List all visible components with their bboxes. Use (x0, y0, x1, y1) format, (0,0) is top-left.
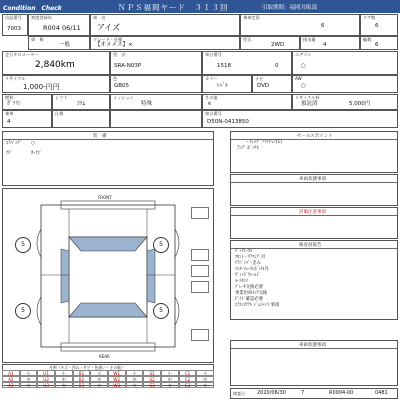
type-value: 2WD (271, 42, 285, 48)
price-label: リサイクル (5, 76, 26, 81)
legend-cell: W3 (108, 382, 126, 388)
state-line (231, 348, 397, 349)
recycle-cell (292, 94, 398, 110)
color-value: GB05 (114, 83, 130, 89)
color-label: 色 (113, 76, 118, 81)
ident-value: D50N-0413850 (207, 119, 249, 125)
cc-value: 4 (323, 42, 327, 48)
mileage-value: 2,840km (35, 60, 75, 70)
seats-value: 6 (321, 23, 325, 29)
equipment-item-1-key: ｴｱﾊﾞｯｸﾞ (6, 141, 22, 146)
type-cell (240, 36, 300, 50)
sales-point-2: ｱﾝﾌﾟ ﾎﾞｯｸｽ (237, 146, 259, 151)
shift-label: シフト (55, 95, 68, 100)
lot-label: 出品番号 (5, 15, 22, 20)
color-cell (110, 75, 202, 93)
seat-value: 4 (7, 119, 11, 125)
k-cell (52, 110, 110, 128)
legend-cell: C3 (179, 382, 197, 388)
wheel-front-right: 5 (153, 237, 169, 253)
doors-value: 6 (375, 23, 379, 29)
seats-cell (240, 14, 360, 36)
side-box-3 (191, 265, 209, 277)
code-label: カラー (205, 76, 218, 81)
legend-cell: B2 (73, 376, 91, 382)
legend-cell: U3 (37, 382, 55, 388)
footer-date: 2020/06/30 (257, 390, 286, 396)
name-value: アイズ (97, 23, 121, 32)
legend-cell: 小 (196, 370, 214, 376)
inspector-note-6: ﾙｰﾌｾﾝｿ (235, 279, 248, 284)
equipment-item-1-val: ○ (31, 141, 35, 146)
name-cell (90, 14, 240, 36)
legend-cell: 小 (55, 370, 73, 376)
header-bar (0, 0, 400, 13)
equipment-panel (2, 131, 214, 186)
reg-cell (28, 14, 90, 36)
footer-label: 検査日 (233, 391, 245, 396)
grade-cell (90, 36, 240, 50)
ident-label: 車台番号 (205, 111, 222, 116)
legend-cell: 大 (126, 382, 144, 388)
warning-title: 評価注意事項 (299, 210, 326, 215)
legend-cell: 中 (55, 376, 73, 382)
equipment-item-2-val: ｶｰﾅﾋﾞ (31, 151, 43, 156)
shaken-cell (28, 36, 90, 50)
footer-num: 7 (301, 390, 305, 396)
equipment-item-2-key: ﾅﾋﾞ (6, 151, 13, 156)
legend-cell: 小 (20, 370, 38, 376)
chassis-label: 車台番号 (205, 52, 222, 57)
wheel-rear-left: 5 (15, 303, 31, 319)
legend-cell: S1 (143, 370, 161, 376)
doors-cell (360, 14, 398, 36)
car-outline-diagram (3, 189, 215, 364)
chassis-value: 1518 (217, 63, 231, 69)
legend-title: 凡例（キズ・凹み・サビ・色違い・その他） (49, 365, 125, 370)
aw-cell (292, 75, 398, 93)
lot-value: 7003 (7, 26, 21, 32)
blank-cell (110, 110, 202, 128)
state-title: 車両状態事項 (299, 343, 326, 348)
inspector-note-1: ﾊﾞｯｸﾚｰﾈﾙ (235, 249, 253, 254)
side-box-2 (191, 249, 209, 261)
ident-cell (202, 110, 398, 128)
ac-value: ○ (301, 63, 306, 69)
chassis-cell (202, 51, 292, 75)
legend-cell: 中 (20, 376, 38, 382)
legend-cell: A1 (2, 370, 20, 376)
legend-cell: A2 (2, 376, 20, 382)
option-box (230, 174, 398, 206)
inspector-note-5: ｳﾞｨﾝﾄﾞｳｼｰﾙﾄﾞ (235, 273, 261, 278)
footer-bar (230, 388, 398, 399)
wheel-rear-right: 5 (153, 303, 169, 319)
mileage-cell (2, 51, 110, 75)
ps-label: 輪数 (363, 37, 372, 42)
ps-cell (360, 36, 398, 50)
inspector-note-7: ﾌﾞﾚｰｷ交換必要 (235, 285, 263, 290)
front-label: FRONT (98, 195, 112, 200)
grade-value: 【オメメス】× (95, 42, 133, 48)
inspector-note-4: ｲﾝﾀｰﾌｪｰｽﾝﾎﾞｯﾄ(?) (235, 267, 269, 272)
legend-cell: B3 (73, 382, 91, 388)
inspector-note-3: ﾘｱﾊﾞﾝﾊﾟｰ歪み (235, 261, 261, 266)
doors-label: ドア数 (363, 15, 376, 20)
legend-cell: U2 (37, 376, 55, 382)
model-cell (110, 51, 202, 75)
app-title: Condition Check (3, 5, 62, 12)
legend-cell: 大 (161, 382, 179, 388)
legend-cell: U1 (37, 370, 55, 376)
legend-cell: C2 (179, 376, 197, 382)
equipment-head-line (3, 139, 213, 140)
lot-cell (2, 14, 28, 36)
warning-box (230, 207, 398, 239)
side-box-5 (191, 329, 209, 341)
sales-point-box (230, 131, 398, 173)
fuel-label: 燃料 (5, 95, 14, 100)
car-diagram-area (2, 188, 214, 363)
type-label: 型式 (243, 37, 252, 42)
inspector-line (231, 248, 397, 249)
code-value: ﾚﾍﾞﾙ (217, 83, 229, 89)
legend-grid (2, 370, 214, 388)
side-box-1 (191, 207, 209, 219)
model-value: SRA-N03P (114, 63, 142, 69)
recycle-amount: 5,000円 (349, 101, 371, 107)
cc-label: 排気量 (303, 37, 316, 42)
legend-cell: C1 (179, 370, 197, 376)
inspector-note-10: ｴｱｺﾝｽﾃﾃﾄ ｼﾞｮﾝﾄﾝﾊﾟ事項 (235, 303, 280, 308)
legend-cell: 大 (20, 382, 38, 388)
inspector-box (230, 240, 398, 320)
sales-point-title: セールスポイント (297, 134, 333, 139)
etc-label: その他 (205, 95, 218, 100)
reg-label: 初度登録年 (31, 15, 52, 20)
inspector-note-9: ﾋﾟｸﾄﾞ確認必要 (235, 297, 263, 302)
recycle-value: 預託済 (301, 101, 318, 107)
legend-cell: 中 (90, 376, 108, 382)
cc-cell (300, 36, 360, 50)
k-label: 仕様 (55, 111, 64, 116)
legend-cell: 中 (196, 376, 214, 382)
reg-value: R004 06/11 (43, 24, 81, 32)
model-label: 型 式 (113, 52, 126, 57)
legend-cell: 大 (196, 382, 214, 388)
shift-value: ｺﾗﾑ (77, 101, 86, 107)
mileage-label: 走行キロメーター (5, 52, 39, 57)
aw-label: AW (295, 76, 302, 81)
sales-point-1: ・ﾁｪｯｸﾞ ｿﾌﾄﾁｪﾝ(1) (245, 140, 283, 145)
trans-cell (110, 94, 202, 110)
legend-cell: 大 (90, 382, 108, 388)
aw-value: ○ (301, 83, 306, 89)
chassis-num: 0 (275, 63, 279, 69)
legend-cell: B1 (73, 370, 91, 376)
option-line (231, 182, 397, 183)
fuel-value: ｶﾞｿﾘﾝ (7, 101, 21, 107)
equipment-title: 装 備 (93, 134, 107, 139)
etc-cell (202, 94, 292, 110)
footer-ref: R0004-00 (329, 390, 354, 396)
trans-value: 特殊 (141, 101, 153, 107)
legend-cell: A3 (2, 382, 20, 388)
code-cell (202, 75, 252, 93)
inspector-note-8: 事業用車ﾒﾝﾃ交換 (235, 291, 268, 296)
price-cell (2, 75, 110, 93)
auction-name: ＮＰＳ福岡ヤード ３１３回 (118, 3, 229, 12)
fuel-cell (2, 94, 52, 110)
shaken-value: 一般 (59, 42, 71, 48)
name-label: 車 名 (93, 15, 106, 20)
legend-cell: 小 (126, 370, 144, 376)
pickup-tag: 引取期間：福岡共販部 (262, 5, 318, 11)
recycle-label: リサイクル料 (295, 95, 320, 100)
state-box (230, 340, 398, 386)
price-value: 1,000-円円 (23, 83, 60, 91)
ac-label: エアコン (295, 52, 312, 57)
ac-cell (292, 51, 398, 75)
rear-label: REAR (99, 354, 110, 359)
legend-cell: S2 (143, 376, 161, 382)
ps-value: 6 (375, 42, 379, 48)
side-box-4 (191, 281, 209, 293)
inspector-note-2: ﾌﾛﾝﾄ・ﾘｱﾏﾝｸﾞﾗｽ (235, 255, 266, 260)
legend-cell: 小 (161, 370, 179, 376)
nav-label: ナビ (255, 76, 264, 81)
legend-cell: W2 (108, 376, 126, 382)
nav-cell (252, 75, 292, 93)
shaken-label: 車 検 (31, 37, 44, 42)
grade-label: グレード・仕様 (93, 37, 123, 42)
seat-label: 乗車 (5, 111, 14, 116)
seats-label: 乗車定員 (243, 15, 260, 20)
legend-cell: S3 (143, 382, 161, 388)
trans-label: ミッション (113, 95, 134, 100)
legend-cell: 小 (90, 370, 108, 376)
warning-line (231, 215, 397, 216)
legend-cell: 中 (126, 376, 144, 382)
nav-value: DVD (257, 83, 270, 89)
etc-value: × (207, 101, 212, 107)
shift-cell (52, 94, 110, 110)
option-title: 車両状態事項 (299, 177, 326, 182)
inspector-title: 検査員報告 (299, 243, 322, 248)
legend-cell: 中 (161, 376, 179, 382)
seat-cell (2, 110, 52, 128)
legend-cell: W1 (108, 370, 126, 376)
wheel-front-left: 5 (15, 237, 31, 253)
footer-code: 0481 (375, 390, 388, 396)
legend-cell: 大 (55, 382, 73, 388)
